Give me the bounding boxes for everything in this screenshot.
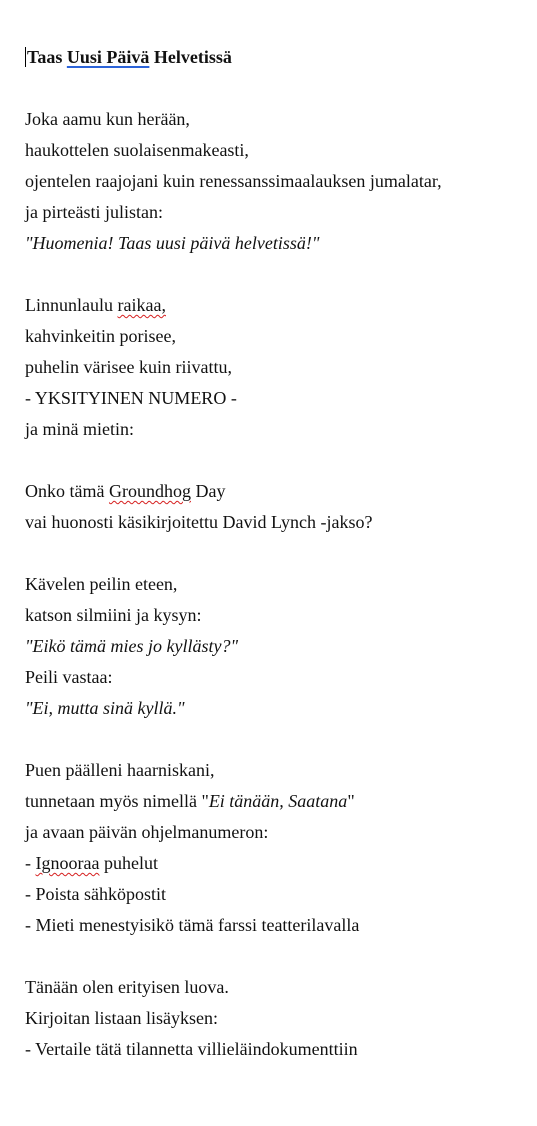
stanza-5-line-2-italic: Ei tänään, Saatana xyxy=(208,791,348,811)
stanza-1-line-3: ojentelen raajojani kuin renessanssimaalauksen jumalatar, xyxy=(25,171,442,191)
stanza-1-line-1: Joka aamu kun herään, xyxy=(25,109,190,129)
stanza-5-line-3: ja avaan päivän ohjelmanumeron: xyxy=(25,822,269,842)
stanza-1-line-4: ja pirteästi julistan: xyxy=(25,202,163,222)
stanza-2-line-5: ja minä mietin: xyxy=(25,419,134,439)
stanza-6-line-2: Kirjoitan listaan lisäyksen: xyxy=(25,1008,218,1028)
stanza-3-line-2: vai huonosti käsikirjoitettu David Lynch -jakso? xyxy=(25,512,373,532)
spelling-error-word[interactable]: Groundhog xyxy=(108,481,191,501)
stanza-4-line-1: Kävelen peilin eteen, xyxy=(25,574,178,594)
stanza-3-line-1-text-a: Onko tämä xyxy=(25,481,109,501)
stanza-2-line-1-text: Linnunlaulu xyxy=(25,295,118,315)
stanza-4-line-3: "Eikö tämä mies jo kyllästy?" xyxy=(25,636,239,656)
stanza-4-line-2: katson silmiini ja kysyn: xyxy=(25,605,202,625)
stanza-2-line-1 xyxy=(25,290,530,321)
text-cursor xyxy=(25,47,26,67)
stanza-5-line-4 xyxy=(25,848,530,879)
stanza-4 xyxy=(25,569,530,724)
stanza-5-line-5: - Poista sähköpostit xyxy=(25,884,167,904)
stanza-5-line-6: - Mieti menestyisikö tämä farssi teatterilavalla xyxy=(25,915,360,935)
stanza-2-line-3: puhelin värisee kuin riivattu, xyxy=(25,357,232,377)
title-part-1: Taas xyxy=(27,47,67,67)
stanza-4-line-5: "Ei, mutta sinä kyllä." xyxy=(25,698,185,718)
stanza-5-line-2-text-c: " xyxy=(347,791,355,811)
stanza-5-line-4-text-c: puhelut xyxy=(99,853,158,873)
stanza-1 xyxy=(25,104,530,259)
stanza-3-line-1 xyxy=(25,476,530,507)
stanza-6 xyxy=(25,972,530,1065)
document-page[interactable] xyxy=(25,42,530,1065)
stanza-5-line-2 xyxy=(25,786,530,817)
stanza-1-line-2: haukottelen suolaisenmakeasti, xyxy=(25,140,249,160)
stanza-3 xyxy=(25,476,530,538)
stanza-6-line-1: Tänään olen erityisen luova. xyxy=(25,977,229,997)
stanza-5-line-1: Puen päälleni haarniskani, xyxy=(25,760,215,780)
document-title xyxy=(25,42,530,72)
stanza-6-line-3: - Vertaile tätä tilannetta villieläindokumenttiin xyxy=(25,1039,358,1059)
stanza-2-line-4: - YKSITYINEN NUMERO - xyxy=(25,388,237,408)
stanza-2-line-2: kahvinkeitin porisee, xyxy=(25,326,176,346)
stanza-5-line-4-dash: - xyxy=(25,853,36,873)
stanza-2 xyxy=(25,290,530,445)
stanza-5 xyxy=(25,755,530,941)
spelling-error-word[interactable]: raikaa, xyxy=(117,295,166,315)
title-part-3: Helvetissä xyxy=(149,47,232,67)
stanza-4-line-4: Peili vastaa: xyxy=(25,667,113,687)
title-part-2-grammar-marked[interactable]: Uusi Päivä xyxy=(66,47,150,67)
stanza-3-line-1-text-c: Day xyxy=(190,481,226,501)
stanza-1-line-5: "Huomenia! Taas uusi päivä helvetissä!" xyxy=(25,233,320,253)
spelling-error-word[interactable]: Ignooraa xyxy=(35,853,100,873)
stanza-5-line-2-text-a: tunnetaan myös nimellä " xyxy=(25,791,209,811)
